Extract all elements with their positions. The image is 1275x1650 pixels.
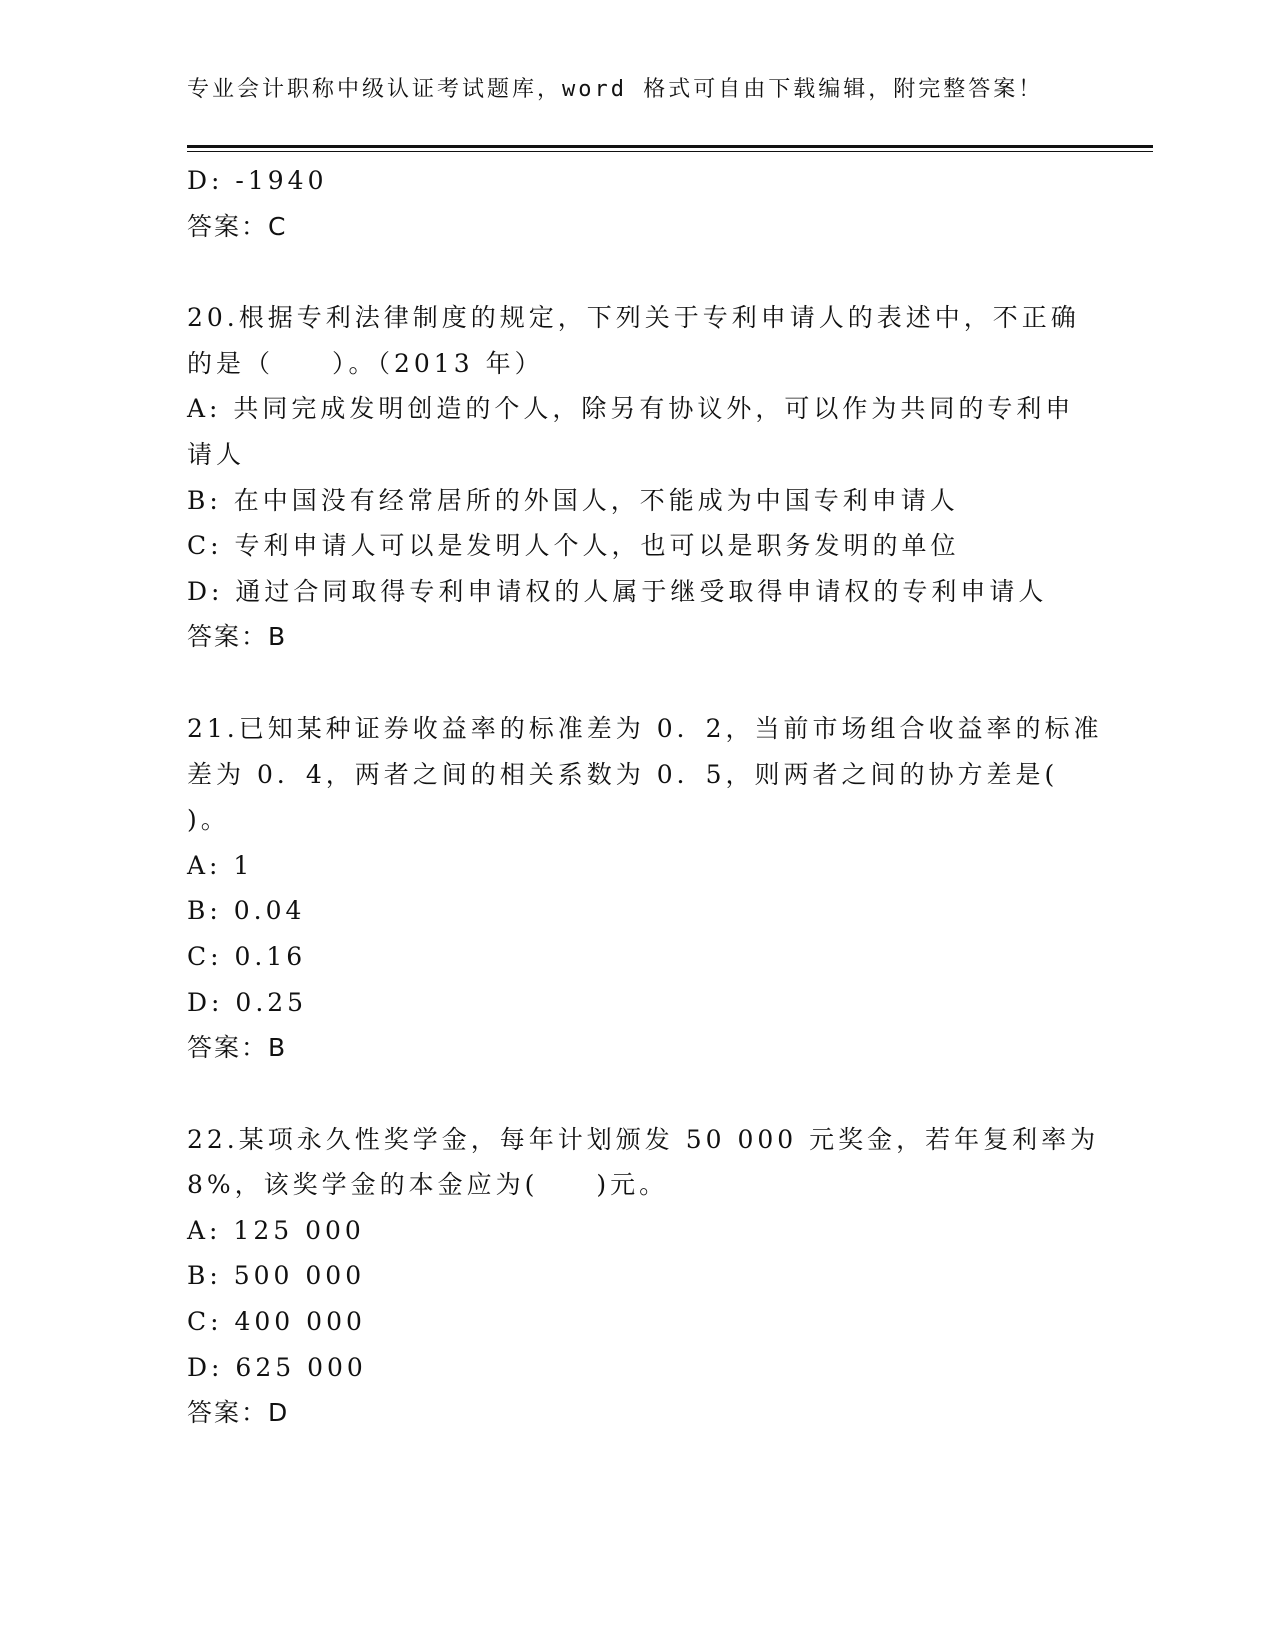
spacer — [187, 1071, 1087, 1117]
option-a: A: 125 000 — [187, 1215, 365, 1245]
question-stem: 8%，该奖学金的本金应为( )元。 — [187, 1170, 669, 1200]
question-stem: 的是（ ）。（2013 年） — [187, 348, 544, 378]
answer: 答案：C — [187, 211, 288, 241]
option-a: 请人 — [187, 439, 246, 469]
option-d: D: -1940 — [187, 166, 328, 195]
question-22 — [187, 1117, 1100, 1436]
header-rule-thin — [187, 151, 1153, 152]
answer: 答案：D — [187, 1398, 290, 1428]
answer: 答案：B — [187, 622, 288, 652]
document-body — [187, 158, 1103, 1436]
question-stem: 20.根据专利法律制度的规定，下列关于专利申请人的表述中，不正确 — [187, 303, 1080, 333]
option-d: D: 通过合同取得专利申请权的人属于继受取得申请权的专利申请人 — [187, 576, 1048, 606]
question-stem: )。 — [187, 805, 230, 835]
option-b: B: 0.04 — [187, 896, 306, 926]
question-19-tail — [187, 158, 1087, 249]
answer: 答案：B — [187, 1033, 288, 1063]
option-a: A: 1 — [187, 850, 254, 880]
option-d: D: 0.25 — [187, 987, 308, 1017]
option-b: B: 500 000 — [187, 1261, 366, 1291]
option-a: A: 共同完成发明创造的个人，除另有协议外，可以作为共同的专利申 — [187, 394, 1075, 424]
question-stem: 差为 0．4，两者之间的相关系数为 0．5，则两者之间的协方差是( — [187, 759, 1059, 789]
header-rule-thick — [187, 145, 1153, 148]
question-stem: 22.某项永久性奖学金，每年计划颁发 50 000 元奖金，若年复利率为 — [187, 1124, 1100, 1154]
option-d: D: 625 000 — [187, 1352, 367, 1382]
option-c: C: 0.16 — [187, 941, 307, 971]
option-c: C: 专利申请人可以是发明人个人，也可以是职务发明的单位 — [187, 531, 960, 561]
spacer — [187, 249, 1087, 295]
question-stem: 21.已知某种证券收益率的标准差为 0．2，当前市场组合收益率的标准 — [187, 713, 1103, 743]
page-header: 专业会计职称中级认证考试题库，word 格式可自由下载编辑，附完整答案！ — [187, 77, 1044, 102]
option-b: B: 在中国没有经常居所的外国人，不能成为中国专利申请人 — [187, 485, 959, 515]
option-c: C: 400 000 — [187, 1307, 366, 1337]
question-21 — [187, 706, 1103, 1071]
spacer — [187, 660, 1087, 706]
question-20 — [187, 295, 1087, 660]
